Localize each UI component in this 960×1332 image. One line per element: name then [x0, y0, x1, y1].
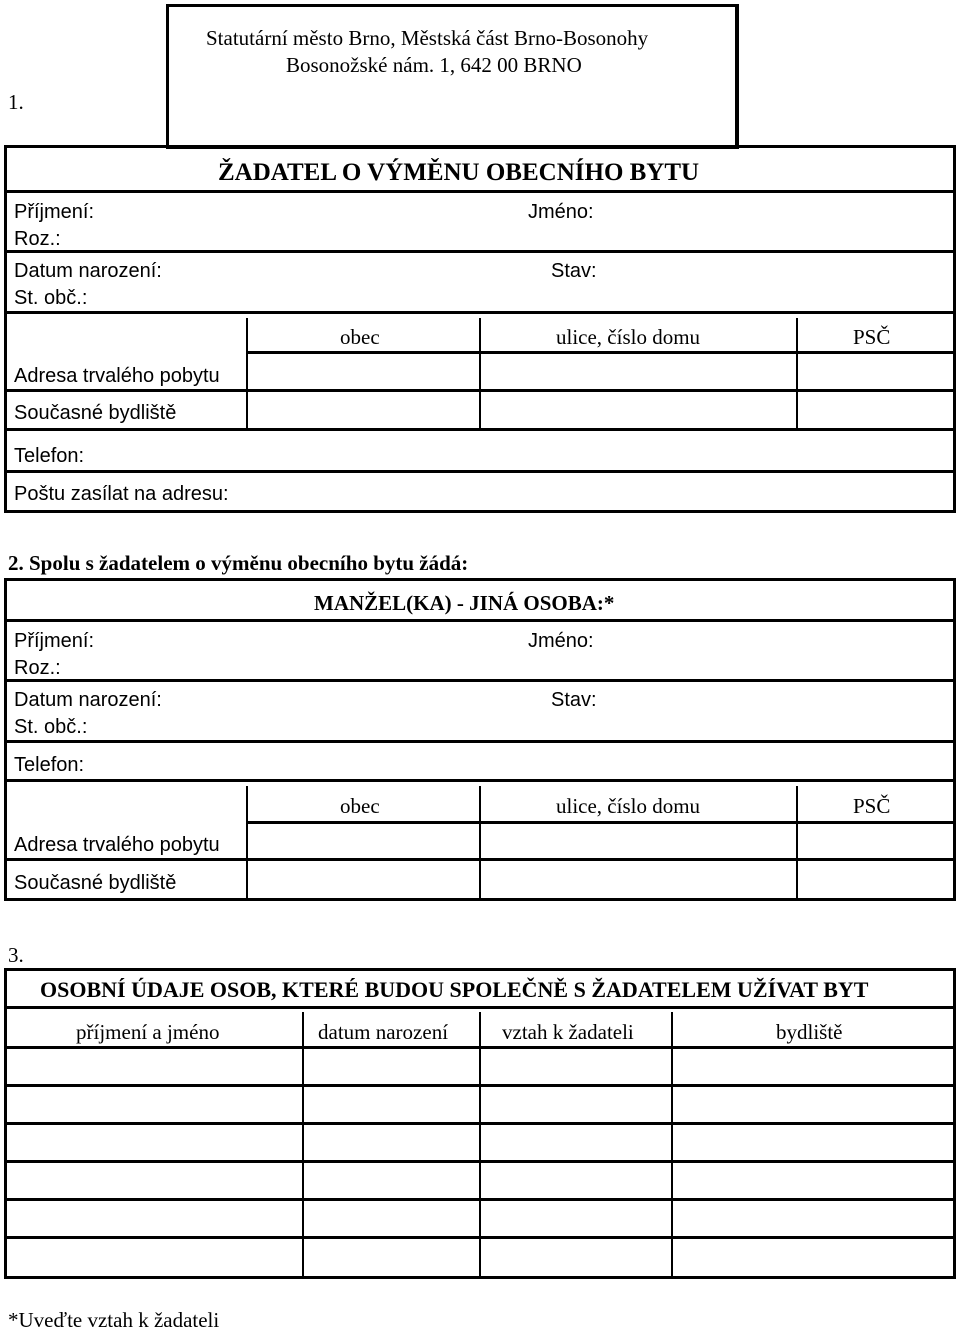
applicant-current-street-input[interactable]: [484, 394, 796, 428]
applicant-citizenship-label: St. obč.:: [14, 287, 88, 309]
applicant-status-label: Stav:: [551, 260, 597, 282]
authority-name: Statutární město Brno, Městská část Brno-Bosonohy: [206, 26, 649, 50]
household-row-4-dob-input[interactable]: [306, 1164, 481, 1198]
applicant-current-zip-input[interactable]: [800, 394, 954, 428]
applicant-current-residence-label: Současné bydliště: [14, 402, 177, 424]
spouse-col-street: ulice, číslo domu: [556, 794, 701, 818]
household-section-title: OSOBNÍ ÚDAJE OSOB, KTERÉ BUDOU SPOLEČNĚ S ŽADATELEM UŽÍVAT BYT: [40, 977, 869, 1002]
household-row-6-name-input[interactable]: [8, 1240, 304, 1274]
applicant-col-town: obec: [340, 325, 380, 349]
household-row-divider: [4, 1198, 956, 1201]
applicant-permanent-address-label: Adresa trvalého pobytu: [14, 365, 220, 387]
applicant-first-name-label: Jméno:: [528, 201, 594, 223]
household-row-1-dob-input[interactable]: [306, 1050, 481, 1084]
household-row-5-relation-input[interactable]: [483, 1202, 673, 1236]
household-row-2-residence-input[interactable]: [675, 1088, 955, 1122]
spouse-section-title: MANŽEL(KA) - JINÁ OSOBA:*: [314, 591, 615, 615]
household-col-name: příjmení a jméno: [76, 1020, 220, 1044]
spouse-first-name-input[interactable]: [610, 625, 944, 679]
household-row-1-name-input[interactable]: [8, 1050, 304, 1084]
spouse-current-street-input[interactable]: [484, 863, 796, 899]
spouse-status-label: Stav:: [551, 689, 597, 711]
spouse-dob-input[interactable]: [200, 684, 524, 738]
household-row-4-residence-input[interactable]: [675, 1164, 955, 1198]
applicant-mail-address-label: Poštu zasílat na adresu:: [14, 483, 229, 505]
household-row-4-relation-input[interactable]: [483, 1164, 673, 1198]
household-row-2-relation-input[interactable]: [483, 1088, 673, 1122]
spouse-permanent-address-label: Adresa trvalého pobytu: [14, 834, 220, 856]
household-row-5-name-input[interactable]: [8, 1202, 304, 1236]
applicant-mail-address-input[interactable]: [240, 476, 944, 510]
applicant-dob-input[interactable]: [200, 255, 524, 309]
spouse-permanent-town-input[interactable]: [250, 826, 480, 858]
household-row-4-name-input[interactable]: [8, 1164, 304, 1198]
spouse-phone-input[interactable]: [110, 746, 944, 778]
applicant-dob-label: Datum narození:: [14, 260, 162, 282]
household-row-divider: [4, 1084, 956, 1087]
spouse-surname-input[interactable]: [200, 625, 514, 679]
applicant-section-title: ŽADATEL O VÝMĚNU OBECNÍHO BYTU: [218, 159, 700, 186]
household-row-3-residence-input[interactable]: [675, 1126, 955, 1160]
household-row-6-dob-input[interactable]: [306, 1240, 481, 1274]
spouse-col-town: obec: [340, 794, 380, 818]
household-row-5-residence-input[interactable]: [675, 1202, 955, 1236]
applicant-surname-label: Příjmení:: [14, 201, 95, 223]
household-col-dob: datum narození: [318, 1020, 449, 1044]
applicant-status-input[interactable]: [610, 255, 944, 309]
spouse-status-input[interactable]: [610, 684, 944, 738]
household-col-relation: vztah k žadateli: [502, 1020, 634, 1044]
applicant-current-town-input[interactable]: [250, 394, 480, 428]
applicant-permanent-zip-input[interactable]: [800, 356, 954, 388]
spouse-col-zip: PSČ: [853, 794, 891, 818]
spouse-divorced-label: Roz.:: [14, 657, 61, 679]
household-row-1-relation-input[interactable]: [483, 1050, 673, 1084]
household-row-5-dob-input[interactable]: [306, 1202, 481, 1236]
section-number-3: 3.: [8, 943, 24, 967]
applicant-surname-input[interactable]: [200, 196, 514, 250]
household-row-3-name-input[interactable]: [8, 1126, 304, 1160]
applicant-divorced-label: Roz.:: [14, 228, 61, 250]
section-number-1: 1.: [8, 90, 24, 114]
household-row-divider: [4, 1122, 956, 1125]
applicant-permanent-town-input[interactable]: [250, 356, 480, 388]
household-row-6-relation-input[interactable]: [483, 1240, 673, 1274]
spouse-surname-label: Příjmení:: [14, 630, 95, 652]
household-col-residence: bydliště: [776, 1020, 843, 1044]
household-row-2-dob-input[interactable]: [306, 1088, 481, 1122]
spouse-dob-label: Datum narození:: [14, 689, 162, 711]
spouse-current-zip-input[interactable]: [800, 863, 954, 899]
spouse-current-town-input[interactable]: [250, 863, 480, 899]
applicant-col-zip: PSČ: [853, 325, 891, 349]
household-row-3-relation-input[interactable]: [483, 1126, 673, 1160]
authority-address: Bosonožské nám. 1, 642 00 BRNO: [286, 53, 582, 77]
spouse-permanent-zip-input[interactable]: [800, 826, 954, 858]
spouse-citizenship-label: St. obč.:: [14, 716, 88, 738]
spouse-first-name-label: Jméno:: [528, 630, 594, 652]
applicant-col-street: ulice, číslo domu: [556, 325, 701, 349]
applicant-first-name-input[interactable]: [610, 196, 944, 250]
spouse-current-residence-label: Současné bydliště: [14, 872, 177, 894]
household-row-2-name-input[interactable]: [8, 1088, 304, 1122]
household-row-1-residence-input[interactable]: [675, 1050, 955, 1084]
applicant-phone-input[interactable]: [110, 436, 944, 470]
spouse-phone-label: Telefon:: [14, 754, 85, 776]
section-2-heading: 2. Spolu s žadatelem o výměnu obecního bytu žádá:: [8, 551, 469, 575]
household-row-6-residence-input[interactable]: [675, 1240, 955, 1274]
footnote-relationship: *Uveďte vztah k žadateli: [8, 1308, 220, 1332]
applicant-phone-label: Telefon:: [14, 445, 85, 467]
household-row-divider: [4, 1236, 956, 1239]
household-row-3-dob-input[interactable]: [306, 1126, 481, 1160]
household-row-divider: [4, 1160, 956, 1163]
applicant-permanent-street-input[interactable]: [484, 356, 796, 388]
spouse-permanent-street-input[interactable]: [484, 826, 796, 858]
